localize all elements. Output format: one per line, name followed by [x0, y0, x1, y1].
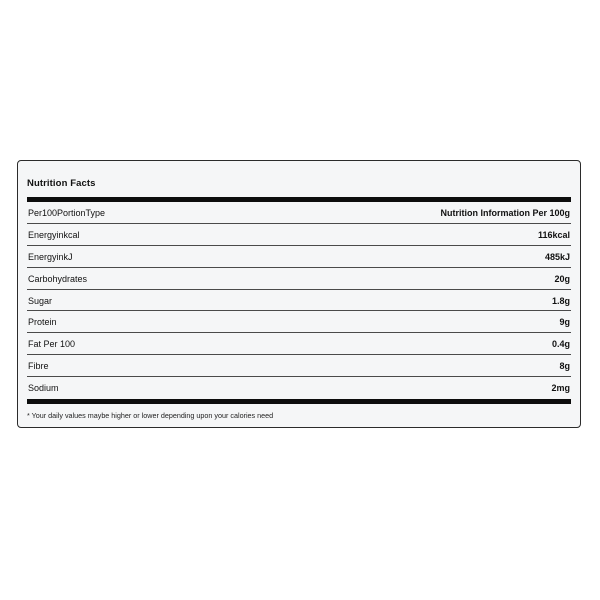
row-value: 116kcal	[537, 229, 570, 240]
row-name: Energyinkcal	[28, 229, 80, 240]
table-row-energy-kcal	[27, 224, 571, 246]
table-row-fat	[27, 333, 571, 355]
table-row-sodium	[27, 377, 571, 399]
daily-values-footnote: * Your daily values maybe higher or lower depending upon your calories need	[27, 411, 274, 420]
row-value: 20g	[554, 273, 570, 284]
header-right-label: Nutrition Information Per 100g	[440, 208, 570, 218]
row-name: Sodium	[28, 383, 59, 394]
row-name: Protein	[28, 317, 57, 328]
nutrition-table	[27, 202, 571, 399]
row-value: 2mg	[551, 383, 570, 394]
header-left-label: Per100PortionType	[28, 208, 106, 218]
row-value: 1.8g	[551, 295, 570, 306]
table-row-carbohydrates	[27, 268, 571, 290]
table-row-energy-kj	[27, 246, 571, 268]
row-name: Sugar	[28, 295, 53, 306]
table-row-protein	[27, 311, 571, 333]
row-value: 8g	[559, 361, 570, 372]
nutrition-facts-panel	[17, 160, 581, 428]
table-row-fibre	[27, 355, 571, 377]
bottom-divider	[27, 399, 571, 404]
row-value: 9g	[559, 317, 570, 328]
row-name: Fibre	[28, 361, 49, 372]
row-name: Fat Per 100	[28, 339, 76, 350]
row-value: 485kJ	[544, 251, 570, 262]
row-name: EnergyinkJ	[28, 251, 73, 262]
row-name: Carbohydrates	[28, 273, 88, 284]
row-value: 0.4g	[551, 339, 570, 350]
panel-title: Nutrition Facts	[27, 178, 96, 189]
table-header-row	[27, 202, 571, 224]
table-row-sugar	[27, 290, 571, 312]
